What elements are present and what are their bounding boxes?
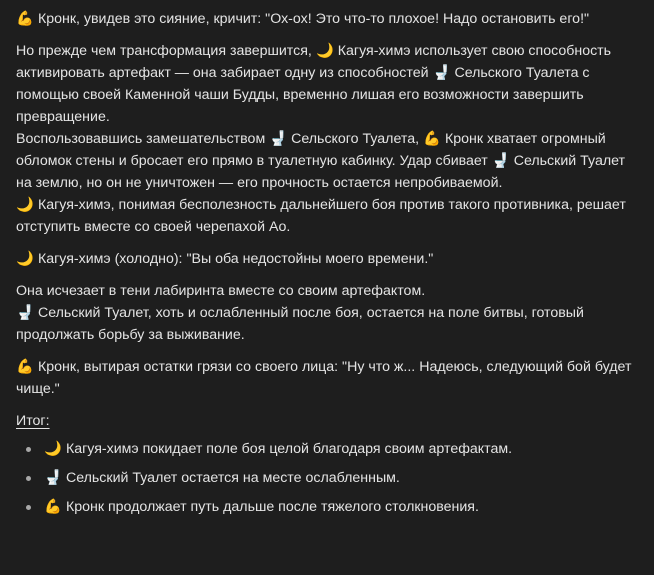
line-kaguya-retreat [16, 194, 638, 238]
crescent-moon-icon: 🌙 [44, 441, 62, 457]
list-item-text: Кагуя-химэ покидает поле боя целой благодаря своим артефактам. [65, 441, 513, 457]
paragraph-battle [16, 40, 638, 238]
text-segment: Но прежде чем трансформация завершится, [16, 43, 312, 59]
text-segment: Кагуя-химэ использует свою способность активировать артефакт — она забирает одну из способностей [16, 43, 612, 81]
toilet-icon: 🚽 [269, 131, 287, 147]
list-item [24, 496, 638, 518]
text-segment: Сельского Туалета, [291, 131, 420, 147]
paragraph-kaguya-quote [16, 248, 638, 270]
paragraph-text: Кронк, увидев это сияние, кричит: "Ох-ох! Это что-то плохое! Надо остановить его!" [37, 11, 590, 27]
text-segment: Кагуя-химэ, понимая бесполезность дальнейшего боя против такого противника, решает отступить вместе со своей черепахой Ао. [16, 197, 626, 235]
summary-list [16, 438, 638, 518]
text-segment: Сельский Туалет на землю, но он не уничтожен — его прочность остается непробиваемой. [16, 153, 626, 191]
list-item-text: Сельский Туалет остается на месте ослабленным. [65, 470, 400, 486]
text-segment: Кронк хватает огромный обломок стены и бросает его прямо в туалетную кабинку. Удар сбивает [16, 131, 606, 169]
bullet-icon [26, 505, 31, 510]
flexed-biceps-icon: 💪 [16, 11, 34, 27]
summary-section [16, 410, 638, 518]
summary-title: Итог: [16, 413, 50, 429]
paragraph-text: Кронк, вытирая остатки грязи со своего лица: "Ну что ж... Надеюсь, следующий бой будет чище." [16, 359, 632, 397]
toilet-icon: 🚽 [491, 153, 510, 169]
toilet-icon: 🚽 [16, 305, 34, 321]
line-kronk-attack [16, 128, 638, 194]
paragraph-vanish [16, 280, 638, 346]
bullet-icon [26, 447, 31, 452]
toilet-icon: 🚽 [44, 470, 62, 486]
paragraph-kronk-quote [16, 356, 638, 400]
paragraph-kronk-shout [16, 8, 638, 30]
crescent-moon-icon: 🌙 [315, 43, 334, 59]
text-segment: Сельского Туалета с помощью своей Каменной чаши Будды, временно лишая его возможности завершить превращение. [16, 65, 590, 125]
list-item [24, 467, 638, 489]
text-segment: Сельский Туалет, хоть и ослабленный после боя, остается на поле битвы, готовый продолжать борьбу за выживание. [16, 305, 584, 343]
bullet-icon [26, 476, 31, 481]
flexed-biceps-icon: 💪 [44, 499, 62, 515]
text-segment: Воспользовавшись замешательством [16, 131, 266, 147]
crescent-moon-icon: 🌙 [16, 197, 34, 213]
crescent-moon-icon: 🌙 [16, 251, 34, 267]
text-segment: Она исчезает в тени лабиринта вместе со своим артефактом. [16, 283, 426, 299]
list-item [24, 438, 638, 460]
flexed-biceps-icon: 💪 [423, 131, 441, 147]
toilet-icon: 🚽 [432, 65, 451, 81]
flexed-biceps-icon: 💪 [16, 359, 34, 375]
list-item-text: Кронк продолжает путь дальше после тяжелого столкновения. [65, 499, 479, 515]
paragraph-text: Кагуя-химэ (холодно): "Вы оба недостойны моего времени." [37, 251, 434, 267]
